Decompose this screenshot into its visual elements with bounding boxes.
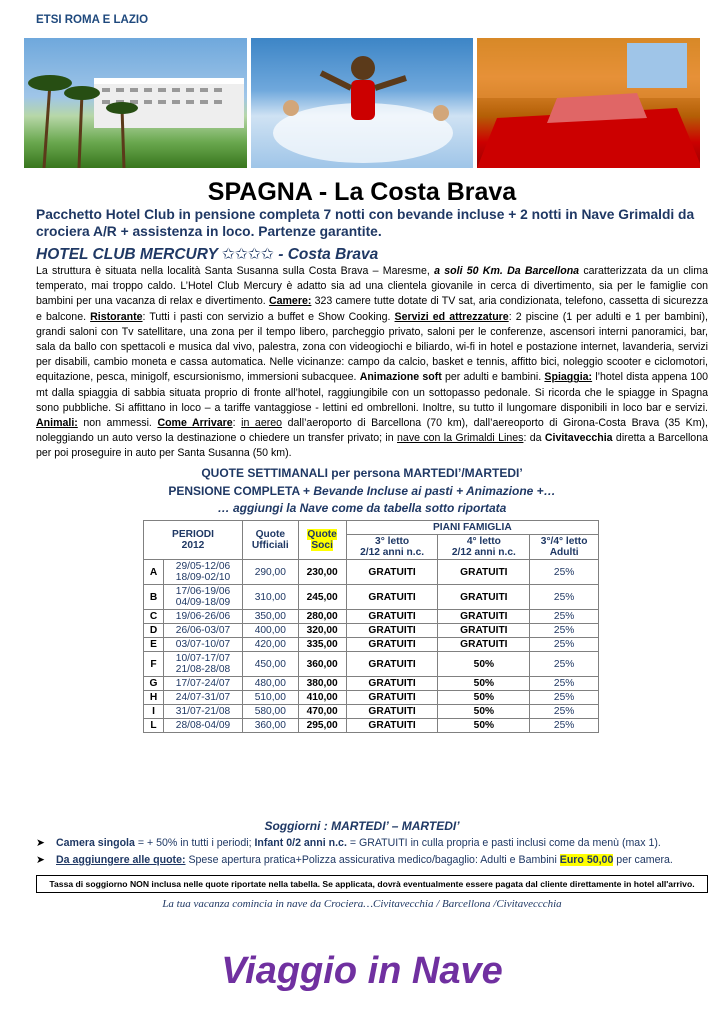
package-subtitle: Pacchetto Hotel Club in pensione completa 7 notti con bevande incluse + 2 notti in Nave Grimaldi da crociera A/R + assistenza in loco. Partenze garantite.: [36, 207, 695, 239]
arrow-bullet-icon: ➤: [36, 854, 45, 866]
table-row: [144, 638, 599, 652]
cell-periodo: 26/06-03/07: [164, 624, 243, 638]
table-row: [144, 652, 599, 677]
cell-uff: 310,00: [243, 585, 299, 610]
cell-l4: 50%: [438, 677, 530, 691]
cell-ad: 25%: [530, 691, 599, 705]
cell-uff: 580,00: [243, 705, 299, 719]
cell-l4: GRATUITI: [438, 638, 530, 652]
table-row: [144, 705, 599, 719]
cell-l3: GRATUITI: [346, 624, 438, 638]
viaggio-in-nave-logo: Viaggio in Nave: [221, 950, 503, 992]
cell-ad: 25%: [530, 638, 599, 652]
cell-l3: GRATUITI: [346, 638, 438, 652]
cell-periodo: 17/07-24/07: [164, 677, 243, 691]
hotel-name: HOTEL CLUB MERCURY ✩✩✩✩ - Costa Brava: [36, 246, 379, 263]
cell-code: B: [144, 585, 164, 610]
cell-periodo: 19/06-26/06: [164, 610, 243, 624]
arrow-bullet-icon: ➤: [36, 837, 45, 849]
bullet-camera-singola: ➤ Camera singola = + 50% in tutti i periodi; Infant 0/2 anni n.c. = GRATUITI in culla propria e pasti inclusi come da menù (max 1).: [36, 837, 661, 849]
cell-soci: 230,00: [298, 560, 346, 585]
cell-periodo: 10/07-17/07 21/08-28/08: [164, 652, 243, 677]
cell-soci: 320,00: [298, 624, 346, 638]
cell-code: H: [144, 691, 164, 705]
cell-ad: 25%: [530, 624, 599, 638]
cell-l3: GRATUITI: [346, 610, 438, 624]
cell-code: F: [144, 652, 164, 677]
cell-code: C: [144, 610, 164, 624]
header-3-letto: 3° letto 2/12 anni n.c.: [346, 535, 438, 560]
cell-uff: 350,00: [243, 610, 299, 624]
cell-soci: 335,00: [298, 638, 346, 652]
table-row: [144, 691, 599, 705]
cell-ad: 25%: [530, 610, 599, 624]
cell-l3: GRATUITI: [346, 705, 438, 719]
table-row: [144, 624, 599, 638]
cell-ad: 25%: [530, 560, 599, 585]
cell-code: G: [144, 677, 164, 691]
cell-periodo: 29/05-12/06 18/09-02/10: [164, 560, 243, 585]
cell-l4: GRATUITI: [438, 560, 530, 585]
header-4-letto: 4° letto 2/12 anni n.c.: [438, 535, 530, 560]
cell-uff: 400,00: [243, 624, 299, 638]
cell-periodo: 31/07-21/08: [164, 705, 243, 719]
table-row: [144, 560, 599, 585]
header-quote-ufficiali: Quote Ufficiali: [243, 521, 299, 560]
header-quote-soci: Quote Soci: [298, 521, 346, 560]
quote-heading: QUOTE SETTIMANALI per persona MARTEDI’/MARTEDI’: [201, 466, 523, 480]
cell-code: I: [144, 705, 164, 719]
cell-ad: 25%: [530, 585, 599, 610]
cell-soci: 470,00: [298, 705, 346, 719]
organization-header: ETSI ROMA E LAZIO: [36, 14, 149, 26]
cell-soci: 280,00: [298, 610, 346, 624]
header-adulti: 3°/4° letto Adulti: [530, 535, 599, 560]
cell-code: A: [144, 560, 164, 585]
cell-uff: 420,00: [243, 638, 299, 652]
cell-code: L: [144, 719, 164, 733]
cell-l3: GRATUITI: [346, 677, 438, 691]
cell-uff: 290,00: [243, 560, 299, 585]
cell-l3: GRATUITI: [346, 560, 438, 585]
hotel-description: La struttura è situata nella località Santa Susanna sulla Costa Brava – Maresme, a soli 50 Km. Da Barcellona caratterizzata da un clima temperato, mai troppo caldo. L’Hotel Club Mercury è adatto sia ad una clientela giovanile in cerca di divertimento, sia per le famiglie con bambini per una vacanza di relax e divertimento. Camere: 323 camere tutte dotate di TV sat, aria condizionata, telefono, cassetta di sicurezza e balcone. Ristorante: Tutti i pasti con servizio a buffet e Show Cooking. Servizi ed attrezzature: 2 piscine (1 per adulti e 1 per bambini), grandi saloni con Tv satellitare, una zona per il tempo libero, parcheggio privato, saloni per le conferenze, ascensori interni panoramici, bar, sala da ballo con spettacoli e musica dal vivo, palestra, zona con videogiochi e biliardo, wi-fi in hotel e postazione internet, lavanderia, servizi per disabili, cambio moneta e cassa automatica. Nelle vicinanze: campo da calcio, basket e tennis, affitto bici, noleggio scooter e ciclomotori, equitazione, pesca, minigolf, escursionismo, immersioni subacquee. Animazione soft per adulti e bambini. Spiaggia: l’hotel dista appena 100 mt dalla spiaggia di sabbia situata proprio di fronte all’hotel, raggiungibile con un sottopasso pedonale. Si ricorda che le spiagge in Spagna sono pubbliche. Si affittano in loco – a tariffe vantaggiose - lettini ed ombrelloni. Inoltre, su tutto il lungomare disponibili in loco bar e servizi. Animali: non ammessi. Come Arrivare: in aereo dall’aeroporto di Barcellona (70 km), dall’aereoporto di Girona-Costa Brava (35 Km), noleggiando un auto verso la destinazione o chiedere un transfer privato; in nave con la Grimaldi Lines: da Civitavecchia diretta a Barcellona per poi proseguire in auto per Santa Susanna (50 km).: [36, 265, 709, 460]
bullet-da-aggiungere: ➤ Da aggiungere alle quote: Spese apertura pratica+Polizza assicurativa medico/bagaglio: Adulti e Bambini Euro 50,00 per camera.: [36, 854, 673, 866]
cell-periodo: 24/07-31/07: [164, 691, 243, 705]
header-piani-famiglia: PIANI FAMIGLIA: [346, 521, 598, 535]
table-row: [144, 610, 599, 624]
cell-periodo: 28/08-04/09: [164, 719, 243, 733]
cell-ad: 25%: [530, 705, 599, 719]
cell-code: D: [144, 624, 164, 638]
cell-soci: 245,00: [298, 585, 346, 610]
pool-activity-photo: [251, 38, 474, 168]
cell-l4: GRATUITI: [438, 610, 530, 624]
cell-l4: GRATUITI: [438, 585, 530, 610]
cell-uff: 450,00: [243, 652, 299, 677]
cell-uff: 360,00: [243, 719, 299, 733]
quote-note: … aggiungi la Nave come da tabella sotto riportata: [217, 501, 507, 515]
cell-l3: GRATUITI: [346, 585, 438, 610]
quote-subheading: PENSIONE COMPLETA + Bevande Incluse ai pasti + Animazione +…: [168, 484, 556, 498]
price-table: [143, 520, 599, 733]
cell-l3: GRATUITI: [346, 652, 438, 677]
cell-periodo: 03/07-10/07: [164, 638, 243, 652]
soggiorni-note: Soggiorni : MARTEDI’ – MARTEDI’: [264, 819, 460, 833]
cell-l4: 50%: [438, 705, 530, 719]
cell-l4: 50%: [438, 691, 530, 705]
cell-l3: GRATUITI: [346, 691, 438, 705]
cell-ad: 25%: [530, 677, 599, 691]
table-row: [144, 719, 599, 733]
cell-l4: 50%: [438, 719, 530, 733]
cell-l3: GRATUITI: [346, 719, 438, 733]
table-row: [144, 585, 599, 610]
cell-soci: 295,00: [298, 719, 346, 733]
cell-periodo: 17/06-19/06 04/09-18/09: [164, 585, 243, 610]
hotel-room-photo: [477, 38, 700, 168]
page-title: SPAGNA - La Costa Brava: [207, 178, 517, 206]
tassa-soggiorno-box: Tassa di soggiorno NON inclusa nelle quote riportate nella tabella. Se applicata, dovrà eventualmente essere pagata dal cliente direttamente in hotel all'arrivo.: [36, 875, 708, 893]
photo-banner: [24, 38, 700, 168]
cell-ad: 25%: [530, 719, 599, 733]
cell-l4: GRATUITI: [438, 624, 530, 638]
cell-code: E: [144, 638, 164, 652]
cell-ad: 25%: [530, 652, 599, 677]
cell-uff: 480,00: [243, 677, 299, 691]
cell-soci: 380,00: [298, 677, 346, 691]
cell-soci: 360,00: [298, 652, 346, 677]
cell-l4: 50%: [438, 652, 530, 677]
header-periodi: PERIODI 2012: [144, 521, 243, 560]
table-row: [144, 677, 599, 691]
cell-soci: 410,00: [298, 691, 346, 705]
footer-tagline: La tua vacanza comincia in nave da Crociera…Civitavecchia / Barcellona /Civitaveccchia: [162, 898, 562, 910]
hotel-exterior-photo: [24, 38, 247, 168]
cell-uff: 510,00: [243, 691, 299, 705]
